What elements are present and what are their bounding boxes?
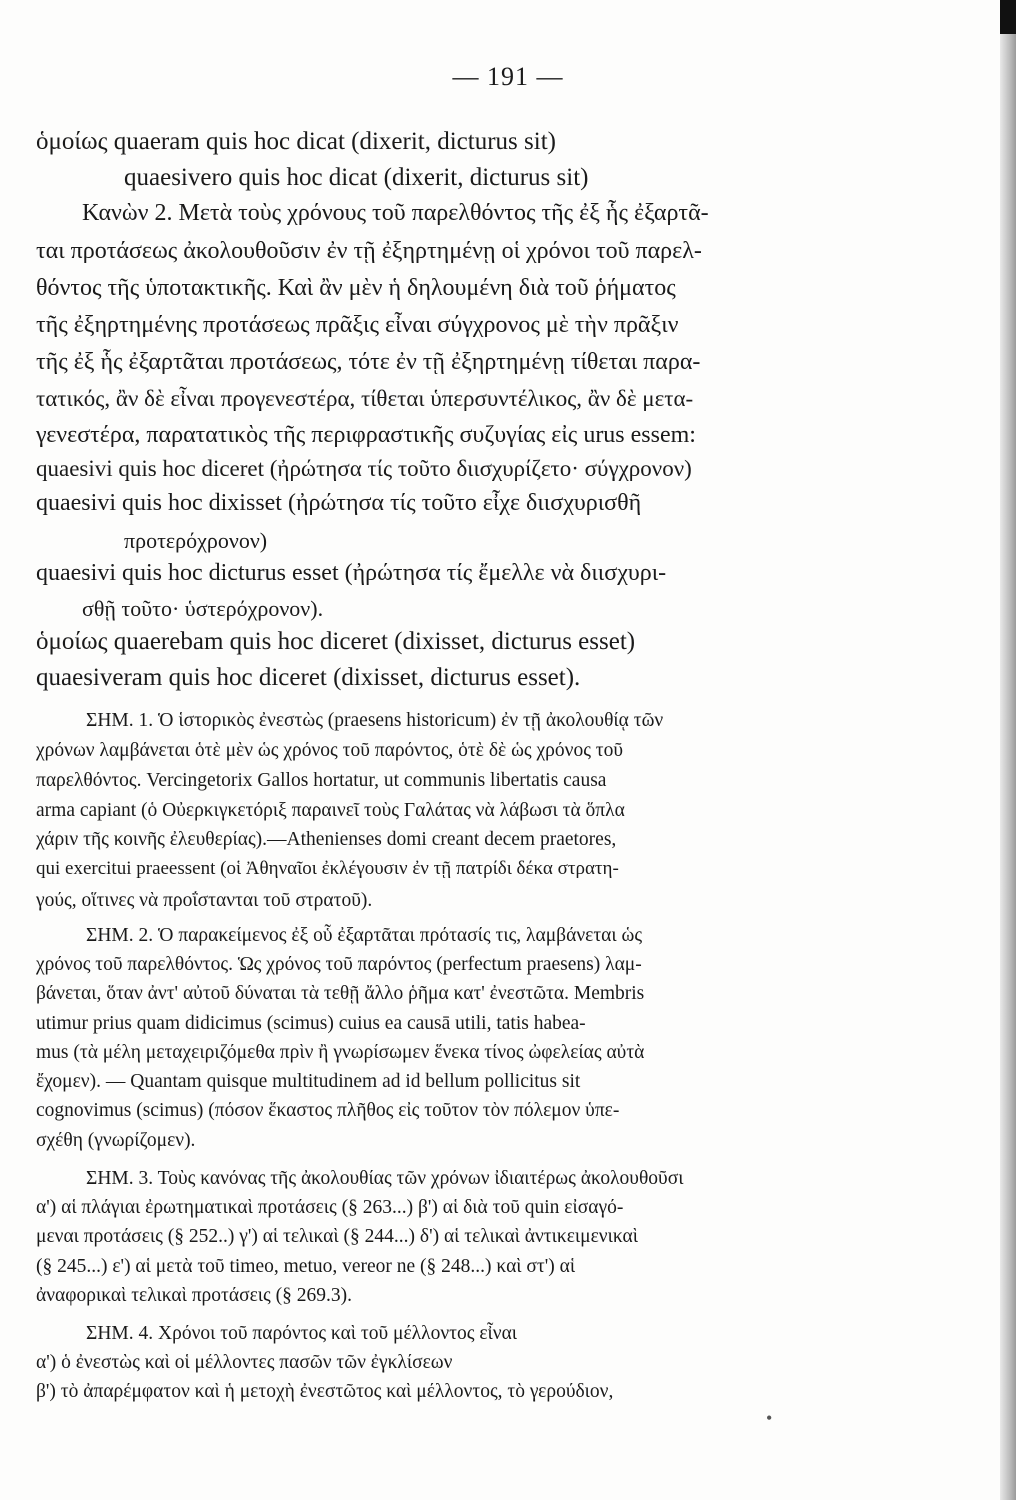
note-2-line-4: utimur prius quam didicimus (scimus) cuius ea causā utili, tatis habea- xyxy=(36,1013,586,1034)
stray-ink-dot: • xyxy=(766,1408,773,1428)
note-3-line-5: ἀναφορικαὶ τελικαὶ προτάσεις (§ 269.3). xyxy=(36,1285,352,1306)
note-4-line-1: ΣΗΜ. 4. Χρόνοι τοῦ παρόντος καὶ τοῦ μέλλοντος εἶναι xyxy=(86,1323,518,1344)
main-line-12: προτερόχρονον) xyxy=(124,528,268,553)
note-1-line-2: χρόνων λαμβάνεται ὁτὲ μὲν ὡς χρόνος τοῦ παρόντος, ὁτὲ δὲ ὡς χρόνος τοῦ xyxy=(36,740,624,761)
main-line-8: τατικός, ἂν δὲ εἶναι προγενεστέρα, τίθεται ὑπερσυντέλικος, ἂν δὲ μετα- xyxy=(36,386,694,411)
note-2-line-2: χρόνος τοῦ παρελθόντος. Ὡς χρόνος τοῦ παρόντος (perfectum praesens) λαμ- xyxy=(36,954,642,975)
main-line-1: ὁμοίως quaeram quis hoc dicat (dixerit, dicturus sit) xyxy=(36,128,556,155)
note-1-line-1: ΣΗΜ. 1. Ὁ ἱστορικὸς ἐνεστὼς (praesens historicum) ἐν τῇ ἀκολουθίᾳ τῶν xyxy=(86,710,664,731)
page-edge-shadow xyxy=(1000,0,1016,1500)
note-3-line-2: α') αἱ πλάγιαι ἐρωτηματικαὶ προτάσεις (§ 263...) β') αἱ διὰ τοῦ quin εἰσαγό- xyxy=(36,1197,624,1218)
main-line-2: quaesivero quis hoc dicat (dixerit, dicturus sit) xyxy=(124,164,589,191)
main-line-6: τῆς ἐξηρτημένης προτάσεως πρᾶξις εἶναι σύγχρονος μὲ τὴν πρᾶξιν xyxy=(36,312,679,338)
main-line-14: σθῇ τοῦτο· ὑστερόχρονον). xyxy=(82,596,324,621)
main-line-9: γενεστέρα, παρατατικὸς τῆς περιφραστικῆς συζυγίας εἰς urus essem: xyxy=(36,422,696,448)
main-line-10: quaesivi quis hoc diceret (ἠρώτησα τίς τοῦτο διισχυρίζετο· σύγχρονον) xyxy=(36,456,692,481)
note-2-line-7: cognovimus (scimus) (πόσον ἕκαστος πλῆθος εἰς τοῦτον τὸν πόλεμον ὑπε- xyxy=(36,1100,620,1121)
main-line-15: ὁμοίως quaerebam quis hoc diceret (dixisset, dicturus esset) xyxy=(36,628,636,655)
note-2-line-3: βάνεται, ὅταν ἀντ' αὐτοῦ δύναται τὰ τεθῇ ἄλλο ῥῆμα κατ' ἐνεστῶτα. Membris xyxy=(36,983,645,1004)
note-1-line-3: παρελθόντος. Vercingetorix Gallos hortatur, ut communis libertatis causa xyxy=(36,770,607,791)
note-1-line-6: qui exercitui praeessent (οἱ Ἀθηναῖοι ἐκλέγουσιν ἐν τῇ πατρίδι δέκα στρατη- xyxy=(36,858,619,879)
main-line-5: θόντος τῆς ὑποτακτικῆς. Καὶ ἂν μὲν ἡ δηλουμένη διὰ τοῦ ῥήματος xyxy=(36,275,676,301)
note-2-line-8: σχέθη (γνωρίζομεν). xyxy=(36,1130,196,1151)
page-number: — 191 — xyxy=(452,62,564,91)
note-3-line-1: ΣΗΜ. 3. Τοὺς κανόνας τῆς ἀκολουθίας τῶν χρόνων ἰδιαιτέρως ἀκολουθοῦσι xyxy=(86,1168,684,1189)
main-line-16: quaesiveram quis hoc diceret (dixisset, dicturus esset). xyxy=(36,664,581,691)
note-4-line-2: α') ὁ ἐνεστὼς καὶ οἱ μέλλοντες πασῶν τῶν ἐγκλίσεων xyxy=(36,1352,453,1373)
main-line-7: τῆς ἐξ ἧς ἐξαρτᾶται προτάσεως, τότε ἐν τῇ ἐξηρτημένῃ τίθεται παρα- xyxy=(36,349,701,375)
note-1-line-4: arma capiant (ὁ Οὐερκιγκετόριξ παραινεῖ τοὺς Γαλάτας νὰ λάβωσι τὰ ὅπλα xyxy=(36,800,625,821)
main-line-13: quaesivi quis hoc dicturus esset (ἠρώτησα τίς ἔμελλε νὰ διισχυρι- xyxy=(36,560,667,586)
note-2-line-6: ἔχομεν). — Quantam quisque multitudinem ad id bellum pollicitus sit xyxy=(36,1071,581,1092)
note-4-line-3: β') τὸ ἀπαρέμφατον καὶ ἡ μετοχὴ ἐνεστῶτος καὶ μέλλοντος, τὸ γερούδιον, xyxy=(36,1381,614,1402)
note-1-line-7: γούς, οἵτινες νὰ προΐστανται τοῦ στρατοῦ). xyxy=(36,890,373,911)
main-line-11: quaesivi quis hoc dixisset (ἠρώτησα τίς τοῦτο εἶχε διισχυρισθῆ xyxy=(36,490,642,516)
note-3-line-3: μεναι προτάσεις (§ 252..) γ') αἱ τελικαὶ (§ 244...) δ') αἱ τελικαὶ ἀντικειμενικαὶ xyxy=(36,1226,638,1247)
note-2-line-5: mus (τὰ μέλη μεταχειριζόμεθα πρὶν ἢ γνωρίσωμεν ἕνεκα τίνος ὠφελείας αὐτὰ xyxy=(36,1042,645,1063)
main-line-3: Κανὼν 2. Μετὰ τοὺς χρόνους τοῦ παρελθόντος τῆς ἐξ ἧς ἐξαρτᾶ- xyxy=(82,200,709,226)
main-line-4: ται προτάσεως ἀκολουθοῦσιν ἐν τῇ ἐξηρτημένῃ οἱ χρόνοι τοῦ παρελ- xyxy=(36,238,702,264)
note-1-line-5: χάριν τῆς κοινῆς ἐλευθερίας).—Athenienses domi creant decem praetores, xyxy=(36,829,617,850)
page-corner-shadow xyxy=(1000,0,1016,34)
note-3-line-4: (§ 245...) ε') αἱ μετὰ τοῦ timeo, metuo, vereor ne (§ 248...) καὶ στ') αἱ xyxy=(36,1256,576,1277)
note-2-line-1: ΣΗΜ. 2. Ὁ παρακείμενος ἐξ οὗ ἐξαρτᾶται πρότασίς τις, λαμβάνεται ὡς xyxy=(86,925,643,946)
